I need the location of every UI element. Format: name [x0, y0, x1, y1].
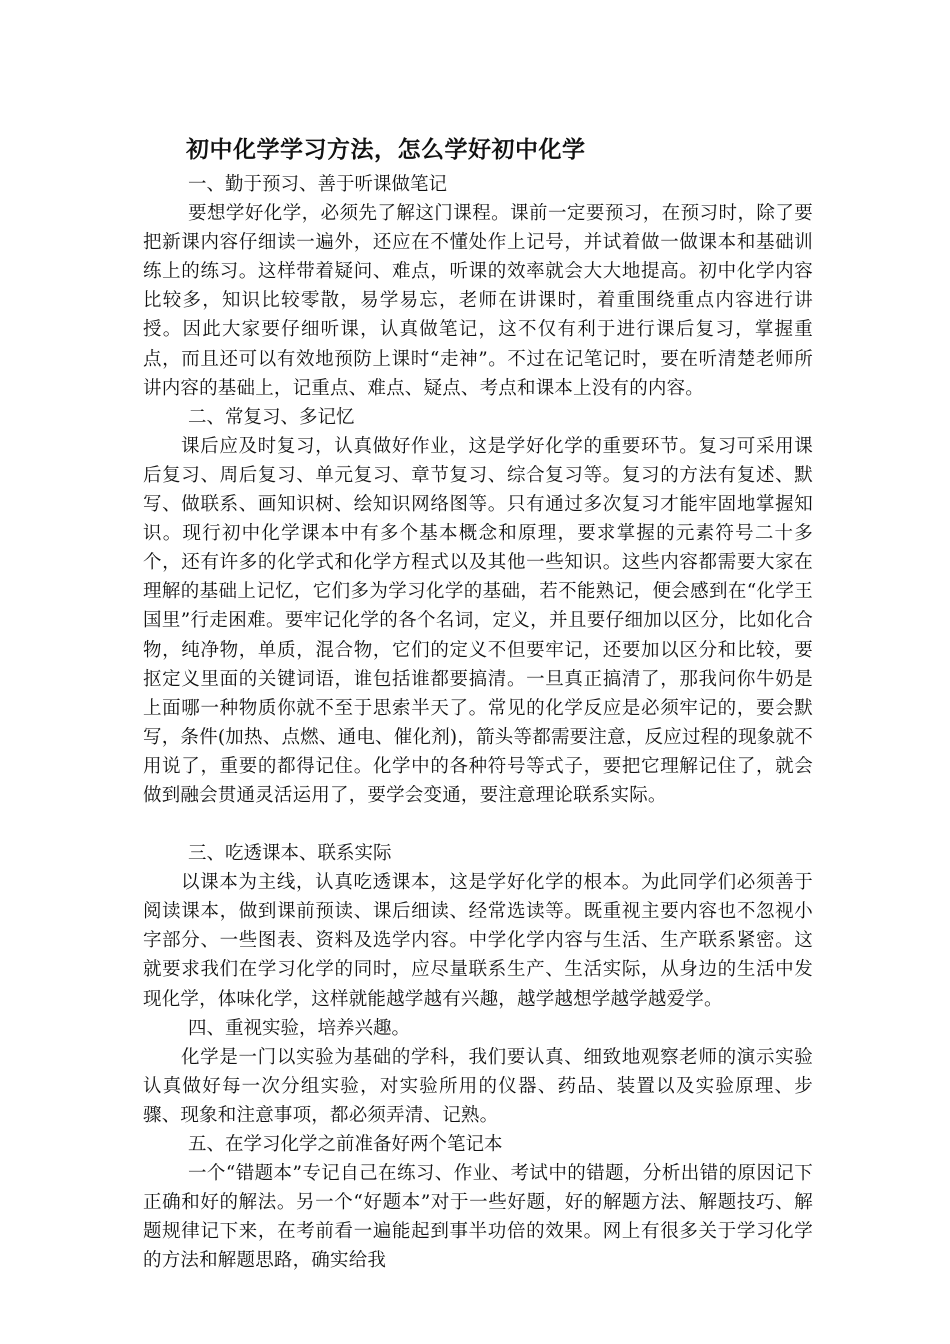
- section-paragraph-2: 课后应及时复习，认真做好作业，这是学好化学的重要环节。复习可采用课后复习、周后复习、单元复习、章节复习、综合复习等。复习的方法有复述、默写、做联系、画知识树、绘知识网络图等。只有通过多次复习才能牢固地掌握知识。现行初中化学课本中有多个基本概念和原理，要求掌握的元素符号二十多个，还有许多的化学式和化学方程式以及其他一些知识。这些内容都需要大家在理解的基础上记忆，它们多为学习化学的基础，若不能熟记，便会感到在“化学王国里”行走困难。要牢记化学的各个名词，定义，并且要仔细加以区分，比如化合物，纯净物，单质，混合物，它们的定义不但要牢记，还要加以区分和比较，要抠定义里面的关键词语，谁包括谁都要搞清。一旦真正搞清了，那我问你牛奶是上面哪一种物质你就不至于思索半天了。常见的化学反应是必须牢记的，要会默写，条件(加热、点燃、通电、催化剂)，箭头等都需要注意，反应过程的现象就不用说了，重要的都得记住。化学中的各种符号等式子，要把它理解记住了，就会做到融会贯通灵活运用了，要学会变通，要注意理论联系实际。: [143, 435, 813, 806]
- section-paragraph-5: 一个“错题本”专记自己在练习、作业、考试中的错题，分析出错的原因记下正确和好的解法。另一个“好题本”对于一些好题，好的解题方法、解题技巧、解题规律记下来，在考前看一遍能起到事半功倍的效果。网上有很多关于学习化学的方法和解题思路，确实给我: [143, 1163, 813, 1272]
- section-paragraph-3: 以课本为主线，认真吃透课本，这是学好化学的根本。为此同学们必须善于阅读课本，做到课前预读、课后细读、经常选读等。既重视主要内容也不忽视小字部分、一些图表、资料及选学内容。中学化学内容与生活、生产联系紧密。这就要求我们在学习化学的同时，应尽量联系生产、生活实际，从身边的生活中发现化学，体味化学，这样就能越学越有兴趣，越学越想学越学越爱学。: [143, 872, 813, 1010]
- paragraph-gap: [143, 810, 813, 839]
- section-heading-5: 五、在学习化学之前准备好两个笔记本: [188, 1134, 503, 1155]
- section-heading-4: 四、重视实验，培养兴趣。: [188, 1017, 411, 1039]
- section-paragraph-4: 化学是一门以实验为基础的学科，我们要认真、细致地观察老师的演示实验认真做好每一次分组实验，对实验所用的仪器、药品、装置以及实验原理、步骤、现象和注意事项，都必须弄清、记熟。: [143, 1046, 813, 1126]
- section-paragraph-1: 要想学好化学，必须先了解这门课程。课前一定要预习，在预习时，除了要把新课内容仔细读一遍外，还应在不懂处作上记号，并试着做一做课本和基础训练上的练习。这样带着疑问、难点，听课的效率就会大大地提高。初中化学内容比较多，知识比较零散，易学易忘，老师在讲课时，着重围绕重点内容进行讲授。因此大家要仔细听课，认真做笔记，这不仅有利于进行课后复习，掌握重点，而且还可以有效地预防上课时“走神”。不过在记笔记时，要在听清楚老师所讲内容的基础上，记重点、难点、疑点、考点和课本上没有的内容。: [143, 203, 813, 399]
- section-heading-2: 二、常复习、多记忆: [188, 406, 355, 428]
- document-body: [143, 170, 813, 1275]
- section-heading-1: 一、勤于预习、善于听课做笔记: [188, 174, 448, 195]
- section-heading-3: 三、吃透课本、联系实际: [188, 843, 392, 865]
- document-title: 初中化学学习方法，怎么学好初中化学: [186, 136, 586, 163]
